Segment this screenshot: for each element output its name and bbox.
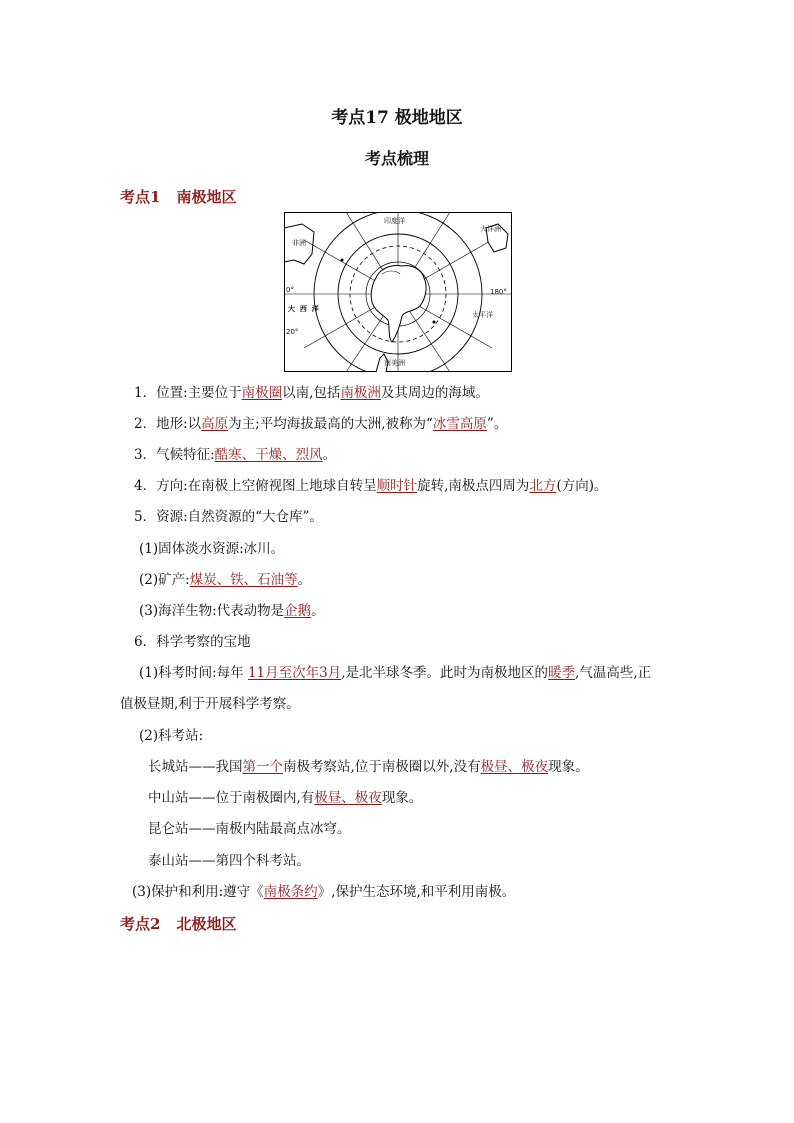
answer-blank: 冰雪高原 (432, 416, 487, 432)
text: (1)科考时间:每年 (139, 665, 248, 681)
text: 值极昼期,利于开展科学考察。 (120, 696, 300, 712)
text: 及其周边的海域。 (380, 385, 489, 401)
answer-blank: 11月至次年3月 (247, 665, 342, 681)
map-label-oceania: 大洋洲 (480, 225, 501, 233)
answer-blank: 极昼、极夜 (314, 790, 382, 806)
section-label: 南极地区 (176, 188, 237, 206)
item-4-direction (134, 476, 607, 496)
section-heading-antarctic (120, 186, 236, 207)
section-label: 北极地区 (176, 915, 237, 933)
map-label-africa: 非洲 (292, 239, 306, 247)
text: (1)固体淡水资源:冰川。 (139, 541, 285, 557)
text: 4．方向:在南极上空俯视图上地球自转呈 (134, 478, 377, 494)
station-great-wall (148, 757, 589, 777)
item-6-science (134, 632, 251, 652)
text: ”。 (486, 416, 508, 432)
answer-blank: 南极洲 (340, 385, 381, 401)
answer-blank: 高原 (201, 416, 229, 432)
text: 为主;平均海拔最高的大洲,被称为“ (228, 416, 433, 432)
text: (2)矿产: (139, 572, 190, 588)
answer-blank: 南极条约 (263, 884, 318, 900)
map-label-atlantic: 大 西 洋 (288, 305, 319, 313)
answer-blank: 企鹅 (284, 603, 312, 619)
section-heading-arctic (120, 913, 236, 934)
text: 长城站——我国 (148, 759, 243, 775)
text: 1．位置:主要位于 (134, 385, 242, 401)
text: (3)海洋生物:代表动物是 (139, 603, 285, 619)
station-taishan (148, 851, 310, 871)
text: 旋转,南极点四周为 (417, 478, 530, 494)
page-subtitle: 考点梳理 (364, 149, 429, 168)
answer-blank: 极昼、极夜 (480, 759, 549, 775)
text: 现象。 (548, 759, 589, 775)
answer-blank: 酷寒 (214, 447, 242, 463)
text: 3．气候特征: (134, 447, 215, 463)
page-title: 考点17 极地地区 (331, 108, 463, 128)
map-label-lat-20: 20° (286, 328, 299, 336)
station-kunlun (148, 819, 351, 839)
text: 》,保护生态环境,和平利用南极。 (317, 884, 516, 900)
answer-blank: 、 (282, 447, 296, 463)
text: 昆仑站——南极内陆最高点冰穹。 (148, 821, 351, 837)
map-label-south-america: 南美洲 (384, 359, 405, 367)
answer-blank: 、 (241, 447, 256, 463)
text: (3)保护和利用:遵守《 (132, 884, 264, 900)
text: 。 (297, 572, 312, 588)
item-6-2-stations (139, 726, 203, 746)
text: 以南,包括 (282, 385, 341, 401)
item-1-location (134, 383, 489, 403)
text: ,气温高些,正 (575, 665, 652, 681)
answer-blank: 顺时针 (376, 478, 418, 494)
antarctic-map (284, 212, 512, 372)
item-5-2-minerals (139, 570, 311, 590)
answer-blank: 南极圈 (241, 385, 283, 401)
text: ,是北半球冬季。此时为南极地区的 (341, 665, 549, 681)
map-label-lon-0: 0° (286, 286, 294, 294)
answer-blank: 北方 (529, 478, 557, 494)
text: 泰山站——第四个科考站。 (148, 853, 310, 869)
answer-blank: 第一个 (242, 759, 283, 775)
item-5-3-marine-life (139, 601, 325, 621)
item-2-terrain (134, 414, 507, 434)
item-6-3-protection (132, 882, 515, 902)
text: 5．资源:自然资源的“大仓库”。 (134, 509, 323, 525)
text: 6．科学考察的宝地 (134, 634, 251, 650)
text: (方向)。 (556, 478, 608, 494)
text: 2．地形:以 (134, 416, 202, 432)
answer-blank: 干燥 (255, 447, 283, 463)
text: (2)科考站: (139, 728, 204, 744)
text: 。 (311, 603, 325, 619)
item-5-resources (134, 507, 323, 527)
text: 南极考察站,位于南极圈以外,没有 (283, 759, 481, 775)
map-label-lon-180: 180° (490, 288, 507, 296)
item-5-1-freshwater (139, 539, 284, 559)
station-zhongshan (148, 788, 422, 808)
text: 。 (322, 447, 337, 463)
item-3-climate (134, 445, 336, 465)
item-6-1-time-cont (120, 694, 300, 714)
answer-blank: 烈风 (295, 447, 323, 463)
text: 中山站——位于南极圈内,有 (148, 790, 315, 806)
answer-blank: 暖季 (548, 665, 576, 681)
map-label-indian-ocean: 印度洋 (384, 217, 405, 225)
item-6-1-time (139, 663, 651, 683)
section-number: 考点1 (120, 188, 161, 206)
map-label-pacific: 太平洋 (472, 311, 493, 319)
text: 现象。 (381, 790, 423, 806)
answer-blank: 煤炭、铁、石油等 (189, 572, 298, 588)
section-number: 考点2 (120, 915, 161, 933)
